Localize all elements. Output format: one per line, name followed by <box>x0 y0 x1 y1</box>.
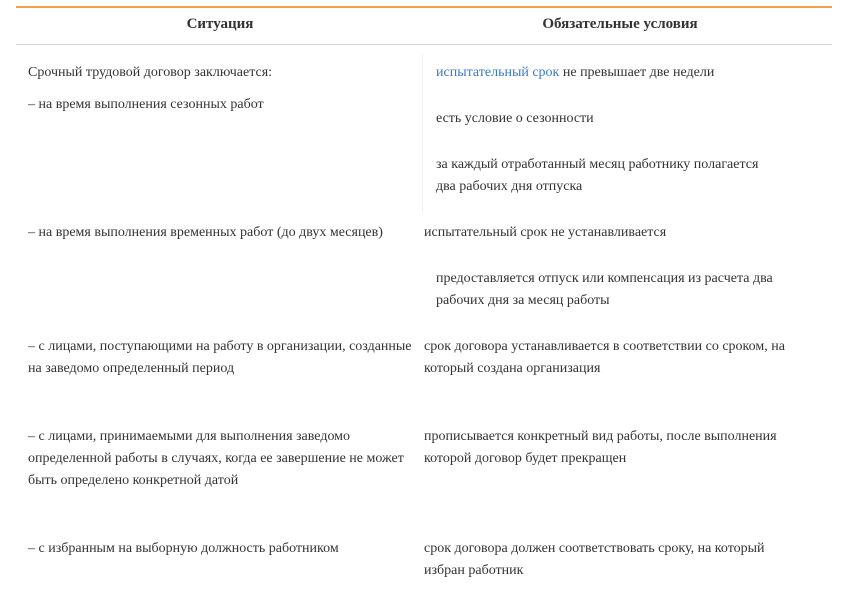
row-1-condition-seasonality: есть условие о сезонности <box>436 111 594 126</box>
row-3-situation: – с лицами, поступающими на работу в организации, созданные на заведомо определенный период <box>28 339 412 376</box>
row-1-condition-vacation: за каждый отработанный месяц работнику полагается два рабочих дня отпуска <box>436 157 759 194</box>
row-2-condition-no-probation: испытательный срок не устанавливается <box>424 225 667 240</box>
row-1-situation-title: Срочный трудовой договор заключается: <box>28 65 273 80</box>
row-4-condition: прописывается конкретный вид работы, после выполнения которой договор будет прекращен <box>424 429 777 466</box>
header-divider <box>16 44 832 45</box>
row-5-condition: срок договора должен соответствовать сроку, на который избран работник <box>424 541 765 578</box>
header-situation: Ситуация <box>186 16 254 32</box>
row-1-condition-probation <box>436 62 816 84</box>
row-2-condition-vacation: предоставляется отпуск или компенсация из расчета два рабочих дня за месяц работы <box>436 271 773 308</box>
row-5-situation: – с избранным на выборную должность работником <box>28 541 339 556</box>
row-4-situation: – с лицами, принимаемыми для выполнения заведомо определенной работы в случаях, когда ее завершение не может быть определено конкретной датой <box>28 429 404 488</box>
probation-link[interactable]: испытательный срок <box>436 65 560 80</box>
row-1-situation-seasonal: – на время выполнения сезонных работ <box>28 97 264 112</box>
header-conditions: Обязательные условия <box>542 16 698 32</box>
column-divider <box>422 55 423 213</box>
top-accent-rule <box>16 6 832 8</box>
row-3-condition: срок договора устанавливается в соответствии со сроком, на который создана организация <box>424 339 785 376</box>
row-2-situation: – на время выполнения временных работ (до двух месяцев) <box>28 225 383 240</box>
probation-text: не превышает две недели <box>559 65 715 80</box>
